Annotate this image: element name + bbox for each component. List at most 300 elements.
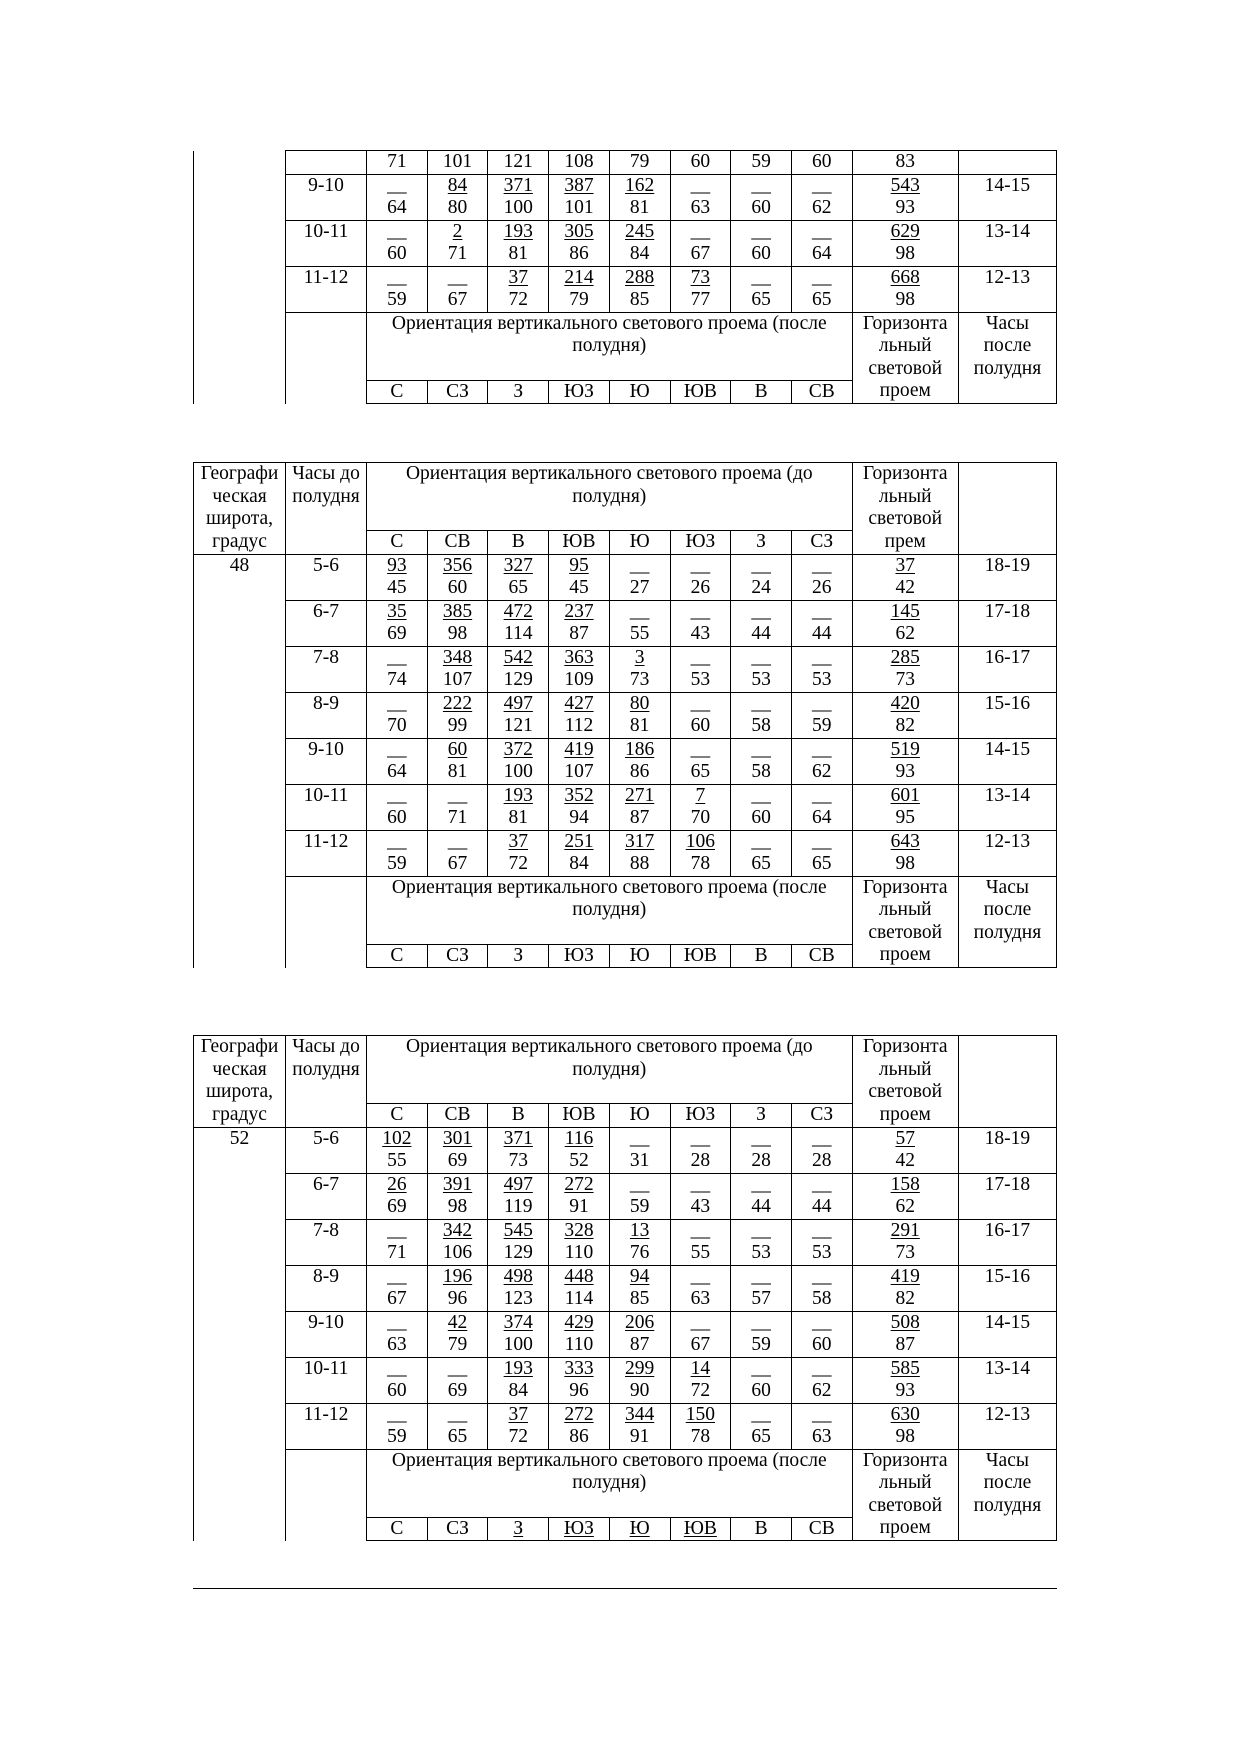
value-cell bbox=[549, 738, 610, 784]
numerator: 42 bbox=[447, 1311, 468, 1333]
numerator: __ bbox=[751, 554, 771, 576]
value-cell bbox=[731, 1357, 792, 1403]
value-cell bbox=[427, 692, 488, 738]
denominator: 86 bbox=[569, 243, 589, 264]
denominator: 110 bbox=[564, 1242, 594, 1263]
value-cell bbox=[731, 1311, 792, 1357]
numerator: 374 bbox=[503, 1311, 533, 1333]
denominator: 91 bbox=[569, 1196, 589, 1217]
denominator: 63 bbox=[387, 1334, 407, 1355]
denominator: 98 bbox=[895, 289, 915, 310]
numerator: 37 bbox=[895, 554, 915, 576]
numerator: 498 bbox=[503, 1265, 533, 1287]
hours-pm-cell: 13-14 bbox=[958, 1357, 1056, 1403]
denominator: 59 bbox=[629, 1196, 650, 1217]
numerator: 497 bbox=[503, 1173, 533, 1195]
numerator: __ bbox=[447, 1357, 468, 1379]
numerator: __ bbox=[751, 830, 771, 852]
horizontal-cell bbox=[852, 1403, 958, 1449]
orientation-before-header: Ориентация вертикального светового проема (до полудня) bbox=[367, 1036, 853, 1104]
numerator: __ bbox=[751, 1219, 771, 1241]
denominator: 59 bbox=[387, 853, 407, 874]
numerator: __ bbox=[812, 738, 832, 760]
direction-cell: Ю bbox=[609, 944, 670, 968]
value-cell bbox=[488, 266, 549, 312]
numerator: __ bbox=[751, 738, 771, 760]
numerator: __ bbox=[629, 1127, 650, 1149]
horizontal-cell bbox=[852, 692, 958, 738]
hours-before-noon-header: Часы до полудня bbox=[286, 1036, 367, 1128]
value-cell bbox=[609, 784, 670, 830]
denominator: 65 bbox=[690, 761, 711, 782]
numerator: __ bbox=[751, 1173, 771, 1195]
value-cell: 108 bbox=[549, 151, 610, 175]
denominator: 60 bbox=[387, 807, 407, 828]
value-cell bbox=[670, 1265, 731, 1311]
value-cell bbox=[549, 600, 610, 646]
value-cell bbox=[731, 784, 792, 830]
denominator: 114 bbox=[564, 1288, 594, 1309]
numerator: __ bbox=[447, 266, 468, 288]
direction-cell: В bbox=[731, 1517, 792, 1541]
value-cell bbox=[488, 646, 549, 692]
table-2-body bbox=[194, 463, 1057, 968]
denominator: 107 bbox=[564, 761, 594, 782]
numerator: __ bbox=[751, 646, 771, 668]
denominator: 101 bbox=[564, 197, 594, 218]
footer-rule bbox=[193, 1588, 1057, 1589]
numerator: 37 bbox=[508, 830, 528, 852]
value-cell bbox=[488, 1403, 549, 1449]
numerator: 95 bbox=[569, 554, 589, 576]
numerator: 291 bbox=[890, 1219, 920, 1241]
numerator: __ bbox=[387, 830, 407, 852]
denominator: 67 bbox=[387, 1288, 407, 1309]
denominator: 81 bbox=[629, 197, 650, 218]
denominator: 69 bbox=[447, 1380, 468, 1401]
table-row bbox=[194, 600, 1057, 646]
numerator: 352 bbox=[564, 784, 594, 806]
denominator: 59 bbox=[751, 1334, 771, 1355]
value-cell bbox=[427, 784, 488, 830]
value-cell bbox=[488, 220, 549, 266]
denominator: 93 bbox=[895, 761, 915, 782]
numerator: __ bbox=[751, 1403, 771, 1425]
value-cell bbox=[427, 1127, 488, 1173]
denominator: 71 bbox=[447, 807, 468, 828]
denominator: 62 bbox=[812, 1380, 832, 1401]
denominator: 73 bbox=[629, 669, 650, 690]
numerator: __ bbox=[387, 692, 407, 714]
value-cell bbox=[549, 692, 610, 738]
table-row bbox=[194, 830, 1057, 876]
value-cell bbox=[488, 692, 549, 738]
numerator: __ bbox=[751, 220, 771, 242]
numerator: __ bbox=[812, 692, 832, 714]
direction-cell: З bbox=[488, 1517, 549, 1541]
value-cell bbox=[670, 646, 731, 692]
numerator: __ bbox=[387, 1403, 407, 1425]
value-cell bbox=[488, 174, 549, 220]
numerator: __ bbox=[387, 738, 407, 760]
denominator: 24 bbox=[751, 577, 771, 598]
latitude-header: Географи ческая широта, градус bbox=[194, 1036, 286, 1128]
value-cell bbox=[670, 784, 731, 830]
denominator: 73 bbox=[895, 669, 915, 690]
value-cell bbox=[367, 220, 428, 266]
denominator: 84 bbox=[629, 243, 650, 264]
value-cell: 79 bbox=[609, 151, 670, 175]
value-cell bbox=[670, 1403, 731, 1449]
numerator: 206 bbox=[625, 1311, 655, 1333]
denominator: 79 bbox=[447, 1334, 468, 1355]
hours-am-cell: 7-8 bbox=[286, 1219, 367, 1265]
direction-cell: ЮЗ bbox=[549, 1517, 610, 1541]
table-row bbox=[194, 784, 1057, 830]
numerator: __ bbox=[690, 174, 711, 196]
hours-am-cell: 11-12 bbox=[286, 830, 367, 876]
footer-header-row bbox=[194, 876, 1057, 944]
direction-cell: СЗ bbox=[791, 1104, 852, 1128]
denominator: 110 bbox=[564, 1334, 594, 1355]
denominator: 93 bbox=[895, 197, 915, 218]
denominator: 100 bbox=[503, 197, 533, 218]
value-cell bbox=[488, 1311, 549, 1357]
footer-header-row bbox=[194, 1449, 1057, 1517]
denominator: 96 bbox=[447, 1288, 468, 1309]
hours-pm-cell bbox=[958, 151, 1056, 175]
horizontal-cell bbox=[852, 220, 958, 266]
numerator: __ bbox=[629, 1173, 650, 1195]
denominator: 98 bbox=[895, 243, 915, 264]
solar-table-48 bbox=[193, 462, 1057, 968]
denominator: 58 bbox=[751, 761, 771, 782]
numerator: 356 bbox=[442, 554, 473, 576]
numerator: 497 bbox=[503, 692, 533, 714]
value-cell bbox=[670, 600, 731, 646]
value-cell bbox=[791, 174, 852, 220]
numerator: __ bbox=[812, 646, 832, 668]
value-cell bbox=[367, 1265, 428, 1311]
denominator: 65 bbox=[751, 289, 771, 310]
denominator: 42 bbox=[895, 1150, 915, 1171]
numerator: 237 bbox=[564, 600, 594, 622]
direction-cell: ЮВ bbox=[670, 944, 731, 968]
table-row bbox=[194, 1265, 1057, 1311]
denominator: 65 bbox=[447, 1426, 468, 1447]
denominator: 67 bbox=[447, 289, 468, 310]
value-cell bbox=[670, 1127, 731, 1173]
direction-cell: В bbox=[488, 1104, 549, 1128]
hours-pm-cell: 17-18 bbox=[958, 1173, 1056, 1219]
numerator: __ bbox=[751, 174, 771, 196]
hours-pm-cell: 14-15 bbox=[958, 738, 1056, 784]
value-cell bbox=[609, 174, 670, 220]
numerator: 158 bbox=[890, 1173, 920, 1195]
denominator: 57 bbox=[751, 1288, 771, 1309]
numerator: 251 bbox=[564, 830, 594, 852]
denominator: 58 bbox=[812, 1288, 832, 1309]
value-cell bbox=[488, 600, 549, 646]
numerator: __ bbox=[751, 784, 771, 806]
denominator: 62 bbox=[812, 197, 832, 218]
numerator: __ bbox=[690, 692, 711, 714]
direction-cell: Ю bbox=[609, 1104, 670, 1128]
denominator: 64 bbox=[812, 807, 832, 828]
direction-cell: СВ bbox=[427, 531, 488, 555]
horizontal-opening-header: Горизонта льный световой прем bbox=[852, 463, 958, 555]
value-cell bbox=[427, 738, 488, 784]
value-cell bbox=[549, 1219, 610, 1265]
direction-cell: В bbox=[731, 944, 792, 968]
value-cell bbox=[367, 266, 428, 312]
denominator: 58 bbox=[751, 715, 771, 736]
numerator: 93 bbox=[387, 554, 407, 576]
numerator: 427 bbox=[564, 692, 594, 714]
numerator: __ bbox=[812, 1357, 832, 1379]
hours-pm-cell: 16-17 bbox=[958, 1219, 1056, 1265]
numerator: 272 bbox=[564, 1403, 594, 1425]
hours-pm-cell: 15-16 bbox=[958, 692, 1056, 738]
numerator: __ bbox=[751, 1311, 771, 1333]
numerator: __ bbox=[751, 692, 771, 714]
numerator: __ bbox=[690, 1127, 711, 1149]
denominator: 27 bbox=[629, 577, 650, 598]
numerator: 7 bbox=[695, 784, 706, 806]
latitude-value: 52 bbox=[194, 1127, 286, 1541]
numerator: 391 bbox=[442, 1173, 473, 1195]
numerator: 214 bbox=[564, 266, 594, 288]
horizontal-cell: 83 bbox=[852, 151, 958, 175]
direction-cell: З bbox=[488, 944, 549, 968]
direction-cell: ЮЗ bbox=[670, 531, 731, 555]
table-1-body bbox=[194, 151, 1057, 404]
denominator: 60 bbox=[751, 1380, 771, 1401]
value-cell bbox=[549, 174, 610, 220]
numerator: 419 bbox=[890, 1265, 920, 1287]
value-cell bbox=[488, 1127, 549, 1173]
denominator: 53 bbox=[751, 669, 771, 690]
horizontal-cell bbox=[852, 1311, 958, 1357]
numerator: __ bbox=[690, 220, 711, 242]
denominator: 87 bbox=[629, 807, 650, 828]
hours-pm-cell: 13-14 bbox=[958, 220, 1056, 266]
value-cell bbox=[367, 1311, 428, 1357]
hours-am-cell: 5-6 bbox=[286, 1127, 367, 1173]
horizontal-cell bbox=[852, 1127, 958, 1173]
numerator: __ bbox=[812, 1219, 832, 1241]
numerator: 57 bbox=[895, 1127, 915, 1149]
table-row bbox=[194, 1357, 1057, 1403]
value-cell bbox=[791, 1403, 852, 1449]
value-cell bbox=[609, 830, 670, 876]
numerator: __ bbox=[387, 174, 407, 196]
value-cell bbox=[427, 554, 488, 600]
numerator: __ bbox=[629, 600, 650, 622]
direction-cell: З bbox=[488, 380, 549, 404]
hours-pm-cell: 17-18 bbox=[958, 600, 1056, 646]
denominator: 73 bbox=[895, 1242, 915, 1263]
denominator: 72 bbox=[508, 289, 528, 310]
denominator: 86 bbox=[629, 761, 650, 782]
direction-cell: СЗ bbox=[427, 944, 488, 968]
denominator: 96 bbox=[569, 1380, 589, 1401]
numerator: __ bbox=[751, 1357, 771, 1379]
numerator: 317 bbox=[625, 830, 655, 852]
denominator: 95 bbox=[895, 807, 915, 828]
table-row bbox=[194, 174, 1057, 220]
numerator: 327 bbox=[503, 554, 533, 576]
value-cell bbox=[731, 1265, 792, 1311]
value-cell bbox=[549, 1357, 610, 1403]
denominator: 55 bbox=[629, 623, 650, 644]
denominator: 64 bbox=[387, 197, 407, 218]
direction-cell: СЗ bbox=[427, 380, 488, 404]
orientation-before-header: Ориентация вертикального светового проема (до полудня) bbox=[367, 463, 853, 531]
denominator: 87 bbox=[569, 623, 589, 644]
numerator: __ bbox=[812, 1127, 832, 1149]
denominator: 109 bbox=[564, 669, 594, 690]
numerator: 26 bbox=[387, 1173, 407, 1195]
denominator: 43 bbox=[690, 1196, 711, 1217]
numerator: __ bbox=[447, 1403, 468, 1425]
value-cell bbox=[367, 1127, 428, 1173]
denominator: 86 bbox=[569, 1426, 589, 1447]
horizontal-cell bbox=[852, 174, 958, 220]
numerator: __ bbox=[387, 1357, 407, 1379]
value-cell bbox=[427, 600, 488, 646]
value-cell bbox=[670, 220, 731, 266]
value-cell bbox=[609, 1357, 670, 1403]
horizontal-cell bbox=[852, 1173, 958, 1219]
direction-cell: С bbox=[367, 1517, 428, 1541]
denominator: 76 bbox=[629, 1242, 650, 1263]
denominator: 59 bbox=[387, 1426, 407, 1447]
hours-pm-cell: 15-16 bbox=[958, 1265, 1056, 1311]
denominator: 65 bbox=[812, 853, 832, 874]
numerator: 13 bbox=[629, 1219, 650, 1241]
numerator: 328 bbox=[564, 1219, 594, 1241]
direction-cell: Ю bbox=[609, 1517, 670, 1541]
direction-cell: ЮВ bbox=[670, 1517, 731, 1541]
denominator: 129 bbox=[503, 669, 533, 690]
denominator: 79 bbox=[569, 289, 589, 310]
value-cell bbox=[488, 1173, 549, 1219]
value-cell bbox=[367, 554, 428, 600]
numerator: 543 bbox=[890, 174, 920, 196]
direction-cell: СВ bbox=[427, 1104, 488, 1128]
table-row bbox=[194, 1219, 1057, 1265]
value-cell bbox=[670, 554, 731, 600]
value-cell bbox=[791, 1265, 852, 1311]
hours-am-cell: 8-9 bbox=[286, 1265, 367, 1311]
numerator: __ bbox=[387, 220, 407, 242]
value-cell bbox=[791, 646, 852, 692]
numerator: __ bbox=[812, 784, 832, 806]
denominator: 55 bbox=[690, 1242, 711, 1263]
header-row bbox=[194, 1036, 1057, 1104]
hours-am-cell: 8-9 bbox=[286, 692, 367, 738]
denominator: 114 bbox=[503, 623, 533, 644]
denominator: 52 bbox=[569, 1150, 589, 1171]
numerator: __ bbox=[387, 1311, 407, 1333]
numerator: __ bbox=[690, 600, 711, 622]
denominator: 60 bbox=[387, 243, 407, 264]
denominator: 44 bbox=[812, 623, 832, 644]
value-cell bbox=[549, 1265, 610, 1311]
value-cell: 71 bbox=[367, 151, 428, 175]
value-cell bbox=[427, 266, 488, 312]
numerator: 601 bbox=[890, 784, 920, 806]
hours-am-cell: 5-6 bbox=[286, 554, 367, 600]
direction-cell: ЮВ bbox=[549, 531, 610, 555]
hours-pm-cell: 12-13 bbox=[958, 1403, 1056, 1449]
value-cell bbox=[549, 554, 610, 600]
denominator: 65 bbox=[508, 577, 528, 598]
hours-am-cell: 10-11 bbox=[286, 1357, 367, 1403]
orientation-after-header: Ориентация вертикального светового проема (после полудня) bbox=[367, 1449, 853, 1517]
value-cell bbox=[367, 1357, 428, 1403]
value-cell bbox=[549, 830, 610, 876]
direction-cell: СЗ bbox=[791, 531, 852, 555]
numerator: __ bbox=[812, 174, 832, 196]
numerator: 288 bbox=[625, 266, 655, 288]
value-cell bbox=[488, 830, 549, 876]
numerator: 542 bbox=[503, 646, 533, 668]
value-cell bbox=[549, 784, 610, 830]
denominator: 43 bbox=[690, 623, 711, 644]
numerator: 630 bbox=[890, 1403, 920, 1425]
value-cell bbox=[791, 600, 852, 646]
value-cell bbox=[791, 784, 852, 830]
table-row bbox=[194, 554, 1057, 600]
hours-pm-cell: 18-19 bbox=[958, 1127, 1056, 1173]
denominator: 26 bbox=[812, 577, 832, 598]
hours-am-cell: 7-8 bbox=[286, 646, 367, 692]
denominator: 70 bbox=[387, 715, 407, 736]
denominator: 129 bbox=[503, 1242, 533, 1263]
latitude-header: Географи ческая широта, градус bbox=[194, 463, 286, 555]
numerator: 448 bbox=[564, 1265, 594, 1287]
denominator: 98 bbox=[895, 1426, 915, 1447]
numerator: 387 bbox=[564, 174, 594, 196]
denominator: 78 bbox=[690, 853, 711, 874]
numerator: 629 bbox=[890, 220, 920, 242]
numerator: 14 bbox=[690, 1357, 711, 1379]
value-cell bbox=[609, 1265, 670, 1311]
value-cell bbox=[488, 784, 549, 830]
denominator: 98 bbox=[447, 1196, 468, 1217]
denominator: 85 bbox=[629, 1288, 650, 1309]
denominator: 55 bbox=[387, 1150, 407, 1171]
denominator: 87 bbox=[629, 1334, 650, 1355]
numerator: 80 bbox=[629, 692, 650, 714]
numerator: __ bbox=[690, 554, 711, 576]
denominator: 64 bbox=[812, 243, 832, 264]
denominator: 84 bbox=[569, 853, 589, 874]
numerator: 94 bbox=[629, 1265, 650, 1287]
value-cell bbox=[609, 692, 670, 738]
value-cell bbox=[488, 1357, 549, 1403]
denominator: 65 bbox=[812, 289, 832, 310]
denominator: 81 bbox=[508, 243, 528, 264]
orientation-after-header: Ориентация вертикального светового проема (после полудня) bbox=[367, 876, 853, 944]
numerator: 371 bbox=[503, 174, 533, 196]
table-3-body bbox=[194, 1036, 1057, 1541]
denominator: 65 bbox=[751, 1426, 771, 1447]
value-cell bbox=[731, 646, 792, 692]
hours-pm-cell: 18-19 bbox=[958, 554, 1056, 600]
